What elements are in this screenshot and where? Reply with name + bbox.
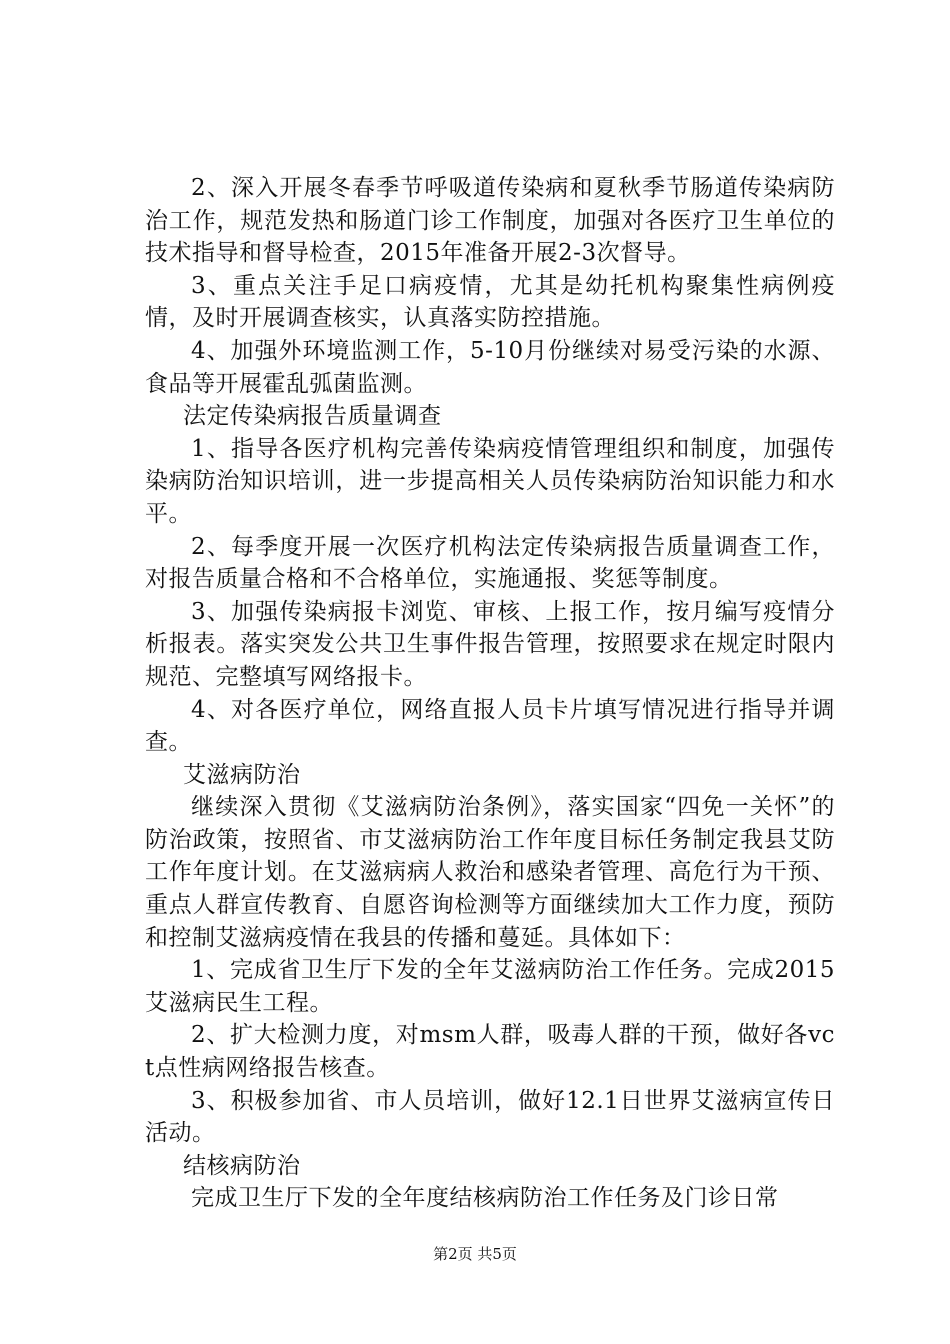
paragraph-direct-reporting: 4、对各医疗单位，网络直报人员卡片填写情况进行指导并调查。 <box>145 696 835 756</box>
paragraph-tuberculosis-task: 完成卫生厅下发的全年度结核病防治工作任务及门诊日常 <box>191 1185 779 1212</box>
page-number-footer: 第2页 共5页 <box>433 1245 517 1263</box>
section-heading-report-quality: 法定传染病报告质量调查 <box>183 403 442 430</box>
paragraph-environment-monitoring: 4、加强外环境监测工作，5-10月份继续对易受污染的水源、食品等开展霍乱弧菌监测。 <box>145 337 835 397</box>
paragraph-aids-testing: 2、扩大检测力度，对msm人群，吸毒人群的干预，做好各vct点性病网络报告核查。 <box>145 1022 835 1082</box>
paragraph-hand-foot-mouth: 3、重点关注手足口病疫情，尤其是幼托机构聚集性病例疫情，及时开展调查核实，认真落实防控措施。 <box>145 272 835 332</box>
paragraph-aids-policy: 继续深入贯彻《艾滋病防治条例》，落实国家“四免一关怀”的防治政策，按照省、市艾滋病防治工作年度目标任务制定我县艾防工作年度计划。在艾滋病病人救治和感染者管理、高危行为干预、重点人群宣传教育、自愿咨询检测等方面继续加大工作力度，预防和控制艾滋病疫情在我县的传播和蔓延。具体如下： <box>145 794 835 951</box>
paragraph-aids-task: 1、完成省卫生厅下发的全年艾滋病防治工作任务。完成2015艾滋病民生工程。 <box>145 957 835 1016</box>
section-heading-aids: 艾滋病防治 <box>183 761 301 788</box>
section-heading-tuberculosis: 结核病防治 <box>183 1152 301 1179</box>
paragraph-aids-training: 3、积极参加省、市人员培训，做好12.1日世界艾滋病宣传日活动。 <box>145 1087 835 1147</box>
document-body <box>145 172 835 1215</box>
paragraph-quarterly-survey: 2、每季度开展一次医疗机构法定传染病报告质量调查工作，对报告质量合格和不合格单位，实施通报、奖惩等制度。 <box>145 533 835 593</box>
paragraph-guidance-training: 1、指导各医疗机构完善传染病疫情管理组织和制度，加强传染病防治知识培训，进一步提高相关人员传染病防治知识能力和水平。 <box>145 435 835 527</box>
paragraph-respiratory-intestinal: 2、深入开展冬春季节呼吸道传染病和夏秋季节肠道传染病防治工作，规范发热和肠道门诊工作制度，加强对各医疗卫生单位的技术指导和督导检查，2015年准备开展2-3次督导。 <box>145 175 835 267</box>
paragraph-report-card-review: 3、加强传染病报卡浏览、审核、上报工作，按月编写疫情分析报表。落实突发公共卫生事件报告管理，按照要求在规定时限内规范、完整填写网络报卡。 <box>145 598 835 690</box>
